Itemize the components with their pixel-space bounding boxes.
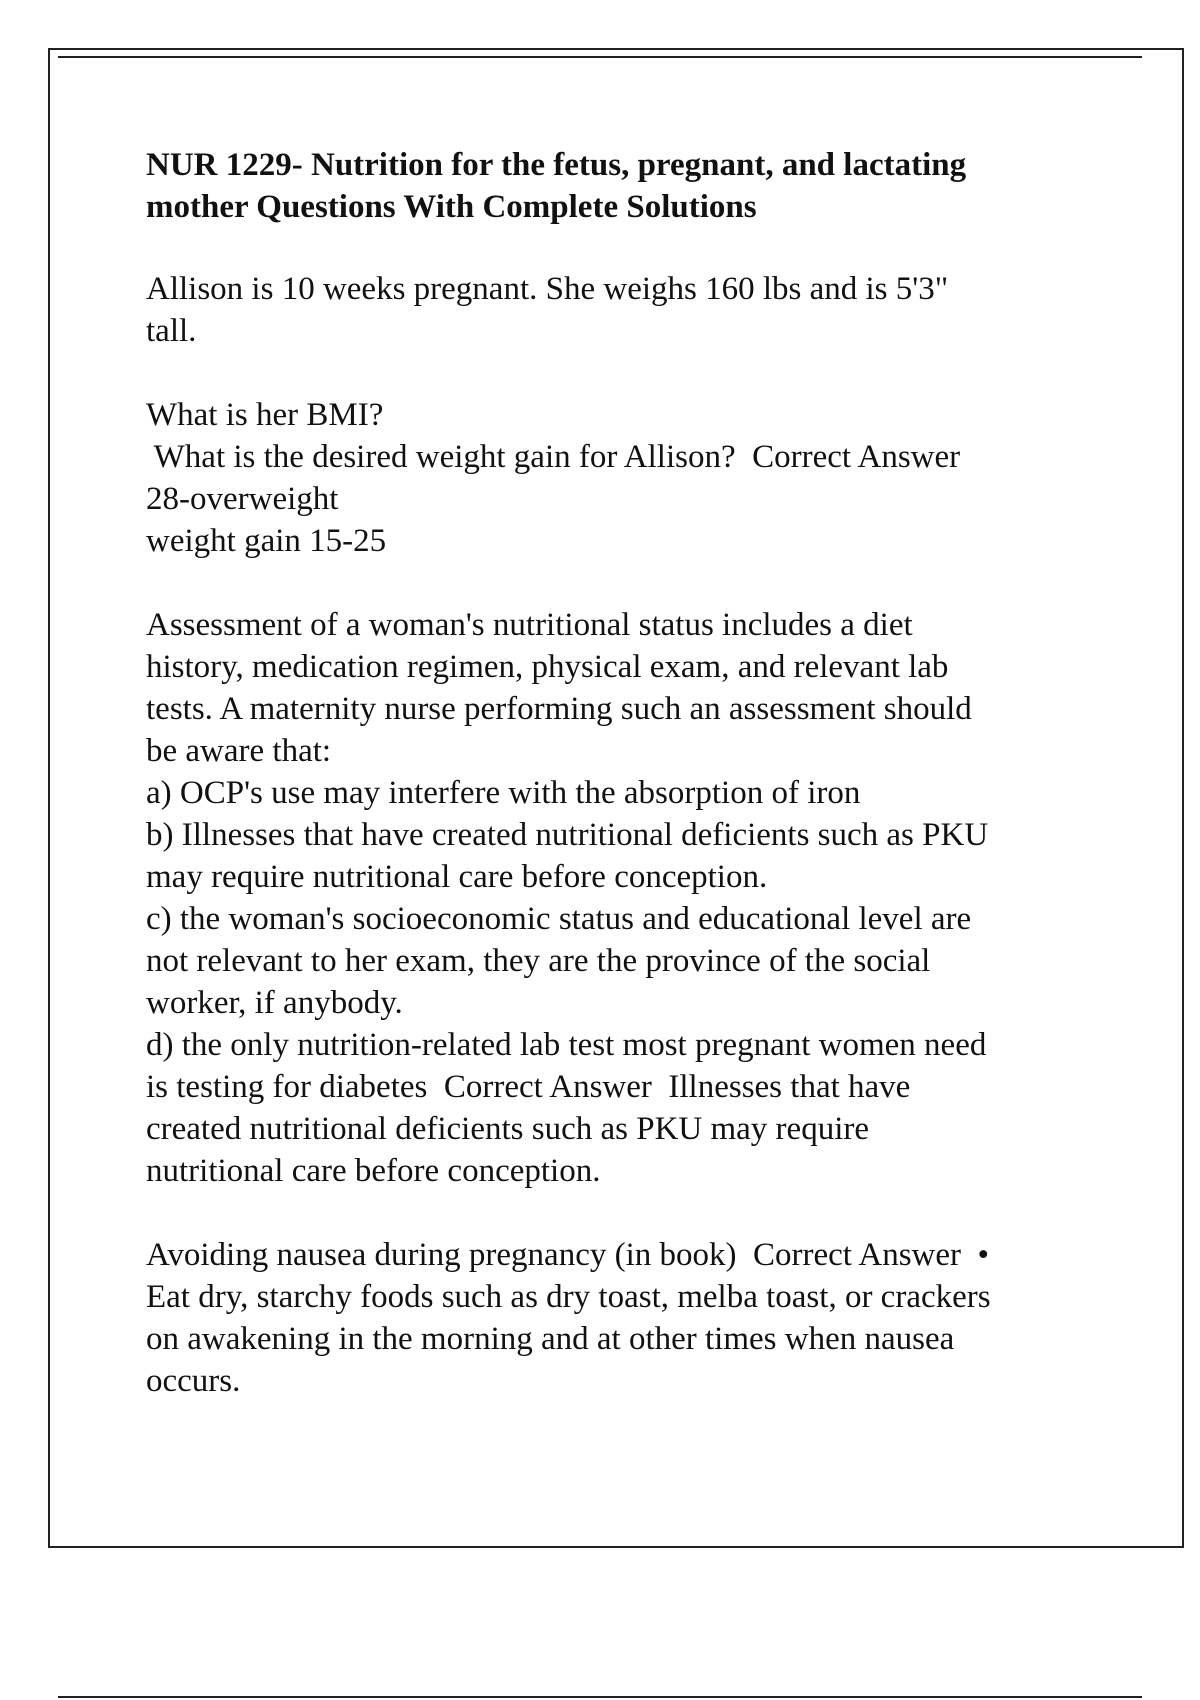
text-line: Avoiding nausea during pregnancy (in book) Correct Answer • [146, 1237, 990, 1273]
text-line: on awakening in the morning and at other times when nausea [146, 1321, 955, 1357]
text-line: Eat dry, starchy foods such as dry toast, melba toast, or crackers [146, 1279, 991, 1315]
title-line: NUR 1229- Nutrition for the fetus, pregnant, and lactating [146, 147, 967, 183]
text-line: is testing for diabetes Correct Answer Illnesses that have [146, 1069, 911, 1105]
text-line: tall. [146, 313, 197, 349]
bottom-rule [58, 1696, 1142, 1698]
text-line: history, medication regimen, physical exam, and relevant lab [146, 649, 949, 685]
text-line: created nutritional deficients such as PKU may require [146, 1111, 870, 1147]
text-line: not relevant to her exam, they are the province of the social [146, 943, 931, 979]
text-line: tests. A maternity nurse performing such an assessment should [146, 691, 972, 727]
text-line: weight gain 15-25 [146, 523, 387, 559]
text-line: Allison is 10 weeks pregnant. She weighs 160 lbs and is 5'3" [146, 271, 949, 307]
text-line: c) the woman's socioeconomic status and educational level are [146, 901, 972, 937]
question-block-3 [146, 604, 1086, 1192]
text-line: worker, if anybody. [146, 985, 403, 1021]
text-line: What is her BMI? [146, 397, 384, 433]
document-title [146, 144, 1086, 228]
question-block-2 [146, 394, 1086, 562]
text-line: nutritional care before conception. [146, 1153, 601, 1189]
title-line: mother Questions With Complete Solutions [146, 189, 757, 225]
text-line: occurs. [146, 1363, 241, 1399]
text-line: What is the desired weight gain for Allison? Correct Answer [146, 439, 961, 475]
text-line: 28-overweight [146, 481, 339, 517]
question-block-1 [146, 268, 1086, 352]
document-content [146, 144, 1086, 1444]
top-rule [58, 56, 1142, 58]
question-block-4 [146, 1234, 1086, 1402]
text-line: b) Illnesses that have created nutritional deficients such as PKU [146, 817, 989, 853]
text-line: d) the only nutrition-related lab test most pregnant women need [146, 1027, 987, 1063]
text-line: be aware that: [146, 733, 332, 769]
text-line: Assessment of a woman's nutritional status includes a diet [146, 607, 913, 643]
text-line: may require nutritional care before conception. [146, 859, 768, 895]
text-line: a) OCP's use may interfere with the absorption of iron [146, 775, 861, 811]
